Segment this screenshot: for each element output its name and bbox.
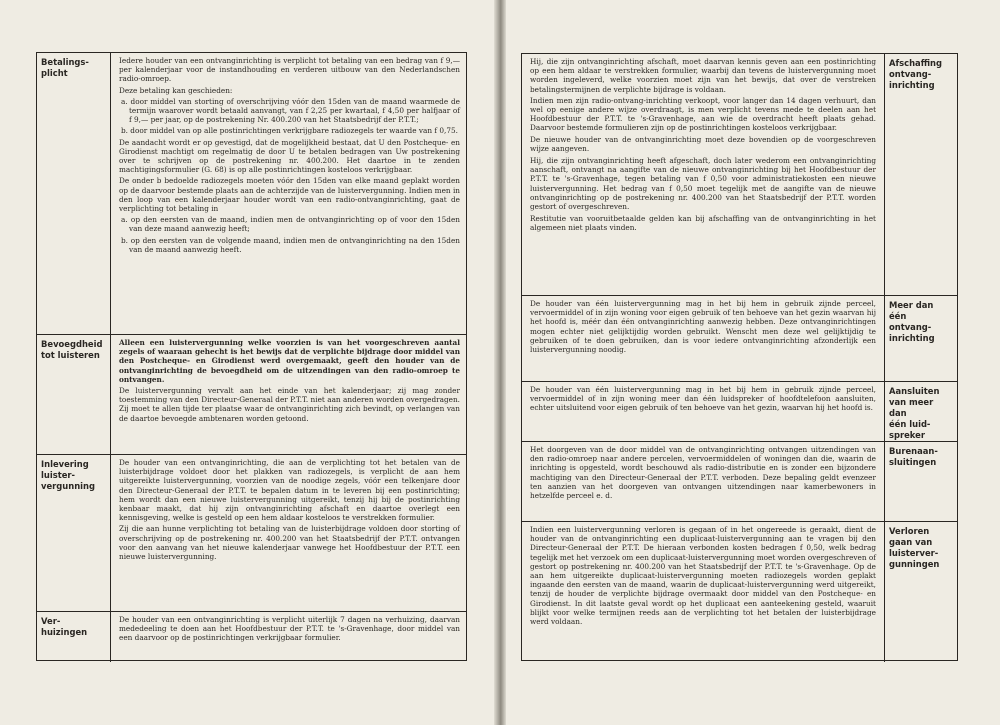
- paragraph: De nieuwe houder van de ontvanginrichting moet deze bovendien op de voorgeschreven wijze aangeven.: [530, 134, 876, 153]
- section-label: Betalings- plicht: [37, 53, 111, 334]
- paragraph: Indien men zijn radio-ontvang-inrichting verkoopt, voor langer dan 14 dagen verhuurt, dan wel op eenige andere wijze overdraagt, is men verplicht tevens mede te deelen aan het Hoofdbestuur der P.T.T. te 's-Gravenhage, aan wie de overdracht heeft plaats gehad. Daarvoor bestemde formulieren zijn op de postinrichtingen kosteloos verkrijgbaar.: [530, 95, 876, 133]
- paragraph: Hij, die zijn ontvanginrichting afschaft, moet daarvan kennis geven aan een postinrichting op een hem aldaar te verstrekken formulier, waarbij dan tevens de luistervergunning moet worden ingeleverd, welke voorzien moet zijn van het bewijs, dat over de verstreken betalingstermijnen de verplichte bijdrage is voldaan.: [530, 57, 876, 94]
- section-label: Aansluiten van meer dan één luid- spreker: [884, 382, 957, 441]
- section-label: Meer dan één ontvang- inrichting: [884, 296, 957, 381]
- paragraph: De houder van één luistervergunning mag in het bij hem in gebruik zijnde perceel, vervoermiddel of in zijn woning voor eigen gebruik of ten behoeve van het gezin waarvan hij het hoofd is, méér dan één ontvanginrichting aanwezig hebben. Deze ontvanginrichtingen mogen echter niet gelijktijdig worden gebruikt. Wenscht men deze wel gelijktijdig te gebruiken of te doen gebruiken, dan is voor iedere ontvanginrichting afzonderlijk een luistervergunning noodig.: [530, 299, 876, 355]
- book-gutter: [494, 0, 506, 725]
- section-content: [522, 522, 884, 662]
- paragraph: Deze betaling kan geschieden:: [119, 85, 233, 95]
- left-page: [0, 0, 497, 725]
- paragraph: Zij die aan hunne verplichting tot betaling van de luisterbijdrage voldoen door storting of overschrijving op de postrekening nr. 400.200 van het Staatsbedrijf der P.T.T. ontvangen voor den aanvang van het nieuwe kalenderjaar vanwege het Hoofdbestuur der P.T.T. een nieuwe luistervergunning.: [119, 524, 460, 562]
- paragraph: De aandacht wordt er op gevestigd, dat de mogelijkheid bestaat, dat U den Postcheque- en Girodienst machtigt om regelmatig de door U te betalen bedragen van Uw postrekening over te schrijven op de postrekening nr. 400.200. Het daartoe in te zenden machtigingsformulier (G. 68) is op alle postinrichtingen kosteloos verkrijgbaar.: [119, 137, 460, 175]
- list-item: b. op den eersten van de volgende maand, indien men de ontvanginrichting na den 15den van de maand aanwezig heeft.: [121, 235, 460, 254]
- section-verloren: [522, 522, 957, 662]
- section-content: [113, 612, 466, 662]
- paragraph: Indien een luistervergunning verloren is gegaan of in het ongereede is geraakt, dient de houder van de ontvanginrichting een duplicaat-luistervergunning aan te vragen bij den Directeur-Generaal der P.T.T. De hieraan verbonden kosten bedragen f 0,50, welk bedrag tegelijk met het verzoek om een duplicaat-luistervergunning moet worden overgeschreven of gestort op postrekening nr. 400.200 van het Staatsbedrijf der P.T.T. te 's-Gravenhage. Op de aan hem uitgereikte duplicaat-luistervergunning moeten radiozegels worden geplakt ingaande den eersten van de maand, waarin de duplicaat-luistervergunning werd uitgereikt, tenzij de houder de verplichte bijdrage overmaakt door middel van den Postcheque- en Girodienst. In dit laatste geval wordt op het duplicaat een aanteekening gesteld, waaruit blijkt voor welke termijnen reeds aan de verplichting tot het betalen der luisterbijdrage werd voldaan.: [530, 525, 876, 627]
- section-bevoegdheid: [37, 335, 466, 455]
- paragraph: De houder van één luistervergunning mag in het bij hem in gebruik zijnde perceel, vervoermiddel of in zijn woning meer dan één luidspreker of hoofdtelefoon aansluiten, echter uitsluitend voor eigen gebruik of ten behoeve van het gezin, waarvan hij het hoofd is.: [530, 385, 876, 413]
- paragraph: De onder b bedoelde radiozegels moeten vóór den 15den van elke maand geplakt worden op de daarvoor bestemde plaats aan de achterzijde van de luistervergunning. Indien men in den loop van een kalenderjaar houder wordt van een radio-ontvanginrichting, gaat de verplichting tot betaling in: [119, 176, 460, 214]
- section-aansluiten: [522, 382, 957, 442]
- paragraph: Iedere houder van een ontvanginrichting is verplicht tot betaling van een bedrag van f 9,— per kalenderjaar voor de instandhouding en verderen uitbouw van den Nederlandschen radio-omroep.: [119, 56, 460, 84]
- section-content: [522, 296, 884, 381]
- paragraph: De houder van een ontvanginrichting, die aan de verplichting tot het betalen van de luisterbijdrage voldoet door het plakken van radiozegels, is verplicht de aan hem uitgereikte luistervergunning, voorzien van de noodige zegels, vóór een telkenjare door den Directeur-Generaal der P.T.T. te bepalen datum in te leveren bij een postinrichting; hem wordt dan een nieuwe luistervergunning uitgereikt, tenzij hij bij de postinrichting kenbaar maakt, dat hij zijn ontvanginrichting afschaft en daartoe overlegt een kennisgeving, welke is gesteld op een hem aldaar kosteloos te verstrekken formulier.: [119, 458, 460, 523]
- section-betalingsplicht: [37, 53, 466, 335]
- section-afschaffing: [522, 54, 957, 296]
- paragraph: De luistervergunning vervalt aan het einde van het kalenderjaar; zij mag zonder toestemming van den Directeur-Generaal der P.T.T. niet aan anderen worden overgedragen. Zij moet te allen tijde ter plaatse waar de ontvanginrichting zich bevindt, op verlangen van de daartoe bevoegde ambtenaren worden getoond.: [119, 386, 460, 423]
- paragraph: Het doorgeven van de door middel van de ontvanginrichting ontvangen uitzendingen van den radio-omroep naar andere percelen, vervoermiddelen of woningen dan die, waarin de inrichting is opgesteld, wordt beschouwd als radio-distributie en is zonder een bijzondere machtiging van den Directeur-Generaal der P.T.T. verboden. Deze bepaling geldt evenzeer ten aanzien van het doorgeven van ontvangen uitzendingen naar kamerbewoners in hetzelfde perceel e. d.: [530, 445, 876, 501]
- section-label: Burenaan- sluitingen: [884, 442, 957, 521]
- left-rules-table: [36, 52, 467, 661]
- section-meer-dan-een: [522, 296, 957, 382]
- section-content: [522, 54, 884, 295]
- list-item: a. door middel van storting of overschrijving vóór den 15den van de maand waarmede de termijn waarover wordt betaald aanvangt, van f 2,25 per kwartaal, f 4,50 per halfjaar of f 9,— per jaar, op de postrekening Nr. 400.200 van het Staatsbedrijf der P.T.T.;: [121, 96, 460, 125]
- section-label: Verloren gaan van luisterver- gunningen: [884, 522, 957, 662]
- right-rules-table: [521, 53, 958, 661]
- section-label: Inlevering luister- vergunning: [37, 455, 111, 611]
- section-inlevering: [37, 455, 466, 612]
- paragraph: Hij, die zijn ontvanginrichting heeft afgeschaft, doch later wederom een ontvanginrichting aanschaft, ontvangt na aangifte van de nieuwe ontvanginrichting bij het Hoofdbestuur der P.T.T. te 's-Gravenhage, tegen betaling van f 0,50 voor administratiekosten een nieuwe luistervergunning. Het bedrag van f 0,50 moet tegelijk met de aangifte van de nieuwe ontvanginrichting op de postrekening nr. 400.200 van het Staatsbedrijf der P.T.T. worden gestort of overgeschreven.: [530, 156, 876, 212]
- section-label: Afschaffing ontvang- inrichting: [884, 54, 957, 295]
- section-content: [113, 335, 466, 454]
- section-content: [113, 455, 466, 611]
- list-item: a. op den eersten van de maand, indien men de ontvanginrichting op of voor den 15den van deze maand aanwezig heeft;: [121, 215, 460, 234]
- list-item: b. door middel van op alle postinrichtingen verkrijgbare radiozegels ter waarde van f 0,75.: [121, 126, 458, 136]
- section-label: Ver- huizingen: [37, 612, 111, 662]
- right-page: [503, 0, 1000, 725]
- section-content: [522, 442, 884, 521]
- paragraph: De houder van een ontvanginrichting is verplicht uiterlijk 7 dagen na verhuizing, daarvan mededeeling te doen aan het Hoofdbestuur der P.T.T. te 's-Gravenhage, door middel van een daarvoor op de postinrichtingen verkrijgbaar formulier.: [119, 615, 460, 643]
- section-burenaansluitingen: [522, 442, 957, 522]
- section-label: Bevoegdheid tot luisteren: [37, 335, 111, 454]
- paragraph: Alleen een luistervergunning welke voorzien is van het voorgeschreven aantal zegels of waaraan gehecht is het bewijs dat de verplichte bijdrage door middel van den Postcheque- en Girodienst werd overgemaakt, geeft den houder van de ontvanginrichting de bevoegdheid om de uitzendingen van den radio-omroep te ontvangen.: [119, 338, 460, 384]
- section-verhuizingen: [37, 612, 466, 662]
- section-content: [522, 382, 884, 441]
- paragraph: Restitutie van vooruitbetaalde gelden kan bij afschaffing van de ontvanginrichting in het algemeen niet plaats vinden.: [530, 214, 876, 233]
- section-content: [113, 53, 466, 334]
